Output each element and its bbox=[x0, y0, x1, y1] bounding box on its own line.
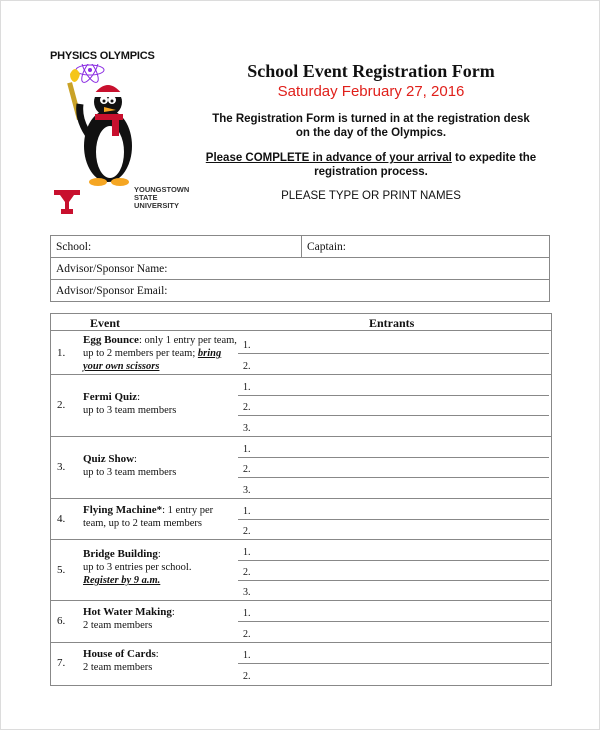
advance-note bbox=[190, 151, 552, 179]
entrant-number: 2. bbox=[243, 671, 251, 682]
event-description bbox=[83, 606, 238, 632]
event-number: 6. bbox=[57, 615, 66, 627]
entrant-number: 2. bbox=[243, 567, 251, 578]
entrant-line[interactable] bbox=[238, 478, 549, 498]
entrant-number: 1. bbox=[243, 650, 251, 661]
event-note: Register by 9 a.m. bbox=[83, 575, 161, 586]
form-title: School Event Registration Form bbox=[247, 61, 495, 81]
event-column-header: Event bbox=[90, 316, 120, 330]
entrant-line[interactable] bbox=[238, 601, 549, 622]
entrant-line[interactable] bbox=[238, 580, 549, 600]
entrant-number: 3. bbox=[243, 423, 251, 434]
event-row-bridge-building bbox=[50, 539, 551, 601]
event-details-2: up to 3 entries per school. bbox=[83, 562, 192, 573]
university-line-3: UNIVERSITY bbox=[134, 201, 180, 210]
entrant-line[interactable] bbox=[238, 457, 549, 478]
event-details: : bbox=[155, 649, 159, 660]
event-number: 5. bbox=[57, 564, 66, 576]
event-name: Quiz Show bbox=[83, 453, 135, 465]
physics-olympics-logo bbox=[50, 50, 190, 220]
school-field[interactable]: School: bbox=[51, 236, 302, 258]
event-row-fermi-quiz bbox=[50, 374, 551, 437]
event-details-2: up to 3 team members bbox=[83, 467, 177, 478]
event-description bbox=[83, 548, 238, 587]
entrant-line[interactable] bbox=[238, 395, 549, 416]
event-number: 2. bbox=[57, 399, 66, 411]
submission-note bbox=[190, 112, 552, 140]
event-row-house-of-cards bbox=[50, 642, 551, 685]
event-details: : bbox=[157, 549, 161, 560]
event-number: 3. bbox=[57, 461, 66, 473]
entrant-line[interactable] bbox=[238, 437, 549, 458]
entrant-number: 2. bbox=[243, 464, 251, 475]
event-description bbox=[83, 504, 238, 530]
submission-note-line-1: The Registration Form is turned in at the registration desk bbox=[212, 113, 530, 125]
event-details: : only 1 entry per team, up to 2 members per team; bbox=[83, 335, 237, 359]
event-details: : bbox=[171, 607, 175, 618]
event-number: 7. bbox=[57, 657, 66, 669]
event-name: Flying Machine* bbox=[83, 504, 163, 516]
entrant-number: 1. bbox=[243, 608, 251, 619]
entrant-number: 3. bbox=[243, 587, 251, 598]
university-line-1: YOUNGSTOWN bbox=[134, 185, 190, 194]
event-row-quiz-show bbox=[50, 436, 551, 499]
entrant-line[interactable] bbox=[238, 499, 549, 520]
event-details-2: 2 team members bbox=[83, 662, 153, 673]
entrant-number: 1. bbox=[243, 506, 251, 517]
event-name: Fermi Quiz bbox=[83, 391, 138, 403]
event-row-egg-bounce bbox=[50, 330, 551, 375]
submission-note-line-2: on the day of the Olympics. bbox=[295, 127, 447, 139]
entrant-line[interactable] bbox=[238, 333, 549, 354]
event-number: 1. bbox=[57, 347, 66, 359]
print-names-note: PLEASE TYPE OR PRINT NAMES bbox=[281, 190, 461, 202]
event-description bbox=[83, 391, 238, 417]
entrants-column-header: Entrants bbox=[369, 316, 415, 330]
advisor-email-field[interactable]: Advisor/Sponsor Email: bbox=[51, 280, 550, 302]
event-name: House of Cards bbox=[83, 648, 156, 660]
school-info-table bbox=[50, 235, 550, 302]
entrant-number: 1. bbox=[243, 340, 251, 351]
event-description bbox=[83, 453, 238, 479]
event-row-hot-water-making bbox=[50, 600, 551, 643]
entrant-line[interactable] bbox=[238, 643, 549, 664]
event-name: Hot Water Making bbox=[83, 606, 172, 618]
entrant-line[interactable] bbox=[238, 560, 549, 581]
event-name: Bridge Building bbox=[83, 548, 158, 560]
advisor-name-field[interactable]: Advisor/Sponsor Name: bbox=[51, 258, 550, 280]
event-description bbox=[83, 334, 238, 373]
advance-note-line-2: registration process. bbox=[314, 166, 428, 178]
entrant-line[interactable] bbox=[238, 375, 549, 396]
event-row-flying-machine bbox=[50, 498, 551, 540]
event-date: Saturday February 27, 2016 bbox=[277, 83, 465, 100]
event-details-2: up to 3 team members bbox=[83, 405, 177, 416]
entrant-line[interactable] bbox=[238, 519, 549, 539]
entrant-number: 1. bbox=[243, 444, 251, 455]
event-details: : bbox=[134, 454, 137, 465]
entrant-number: 2. bbox=[243, 361, 251, 372]
captain-field[interactable]: Captain: bbox=[302, 236, 550, 258]
event-name: Egg Bounce bbox=[83, 334, 139, 346]
entrant-number: 2. bbox=[243, 526, 251, 537]
advance-note-rest: to expedite the bbox=[451, 152, 537, 164]
entrant-line[interactable] bbox=[238, 416, 549, 436]
event-note: bring your own scissors bbox=[83, 348, 222, 372]
event-details: : 1 entry per team, up to 2 team members bbox=[83, 505, 214, 529]
university-line-2: STATE bbox=[134, 193, 158, 202]
entrant-number: 2. bbox=[243, 402, 251, 413]
advance-note-emphasis: Please COMPLETE in advance of your arrival bbox=[205, 152, 452, 164]
event-details-2: 2 team members bbox=[83, 620, 153, 631]
entrant-line[interactable] bbox=[238, 622, 549, 642]
event-description bbox=[83, 648, 238, 674]
logo-title: PHYSICS OLYMPICS bbox=[50, 50, 155, 62]
entrant-line[interactable] bbox=[238, 354, 549, 374]
entrant-number: 3. bbox=[243, 485, 251, 496]
entrant-number: 2. bbox=[243, 629, 251, 640]
event-details: : bbox=[137, 392, 140, 403]
event-number: 4. bbox=[57, 513, 66, 525]
entrant-number: 1. bbox=[243, 547, 251, 558]
entrant-number: 1. bbox=[243, 382, 251, 393]
entrant-line[interactable] bbox=[238, 540, 549, 561]
university-name bbox=[134, 186, 189, 210]
entrant-line[interactable] bbox=[238, 664, 549, 684]
